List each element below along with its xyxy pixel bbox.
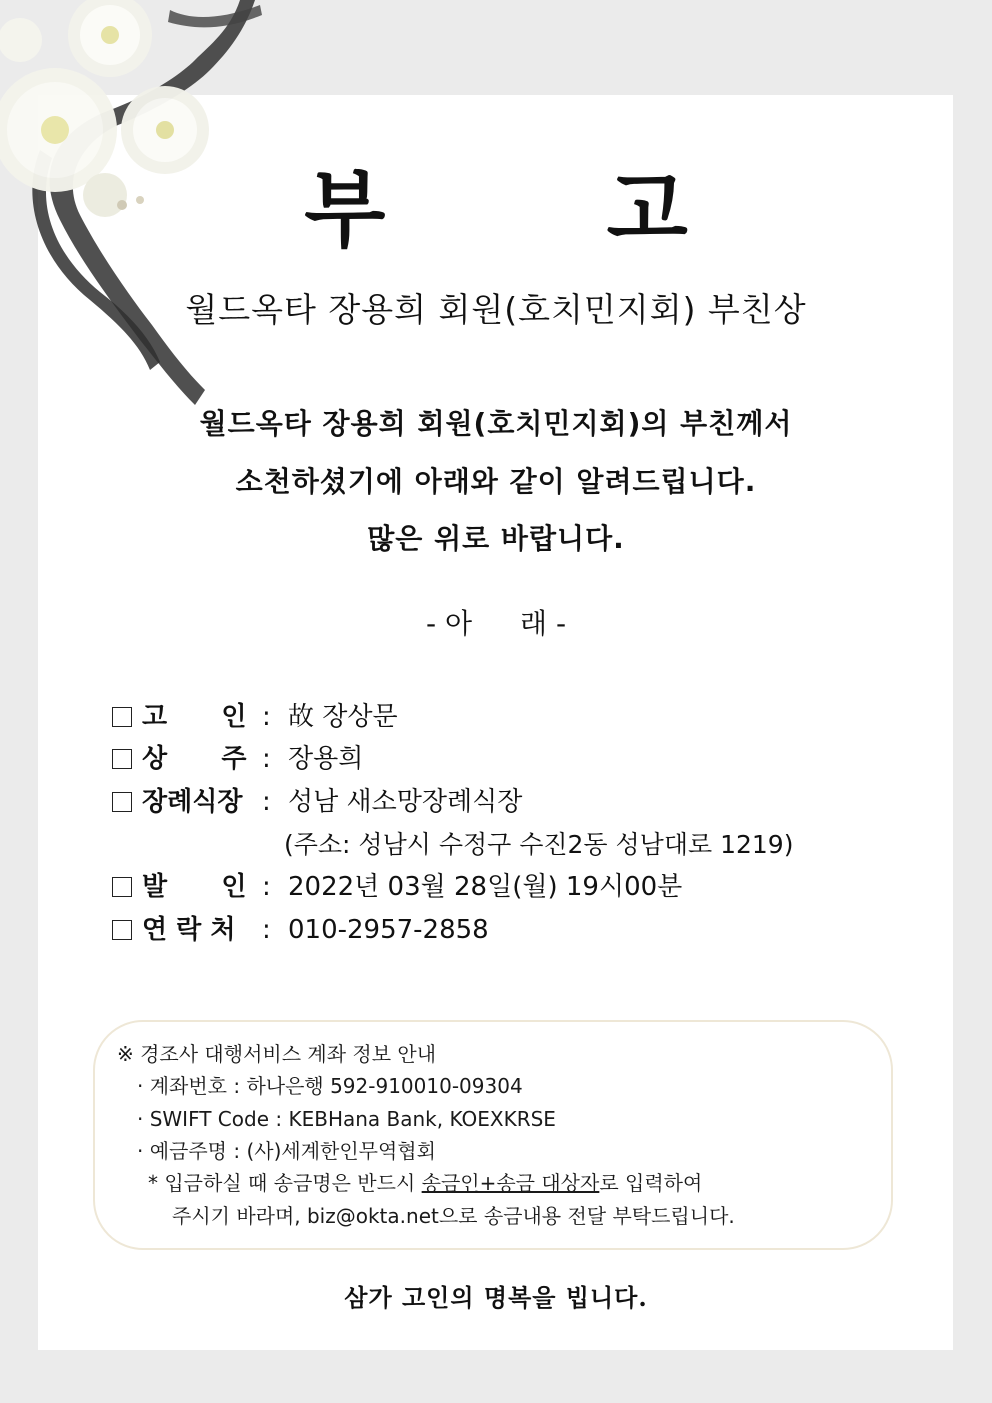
section-separator: - 아 래 - — [425, 607, 567, 640]
swift-code: · SWIFT Code : KEBHana Bank, KOEXKRSE — [137, 1107, 556, 1131]
transfer-note-line2: 주시기 바라며, biz@okta.net으로 송금내용 전달 부탁드립니다. — [172, 1204, 735, 1228]
checkbox-icon — [112, 707, 132, 727]
transfer-note: * 입금하실 때 송금명은 반드시 송금인+송금 대상자로 입력하여 — [148, 1171, 703, 1195]
message-line: 많은 위로 바랍니다. — [367, 522, 625, 555]
checkbox-icon — [112, 749, 132, 769]
closing-message: 삼가 고인의 명복을 빕니다. — [344, 1283, 648, 1312]
subtitle: 월드옥타 장용희 회원(호치민지회) 부친상 — [185, 290, 807, 329]
funeral-hall-address: (주소: 성남시 수정구 수진2동 성남대로 1219) — [284, 830, 794, 859]
checkbox-icon — [112, 920, 132, 940]
account-info-heading: ※ 경조사 대행서비스 계좌 정보 안내 — [117, 1042, 437, 1066]
page-title: 부 고 — [304, 160, 784, 259]
message-line: 월드옥타 장용희 회원(호치민지회)의 부친께서 — [199, 407, 793, 440]
account-holder: · 예금주명 : (사)세계한인무역협회 — [137, 1139, 436, 1163]
account-number: · 계좌번호 : 하나은행 592-910010-09304 — [137, 1074, 523, 1098]
checkbox-icon — [112, 792, 132, 812]
checkbox-icon — [112, 877, 132, 897]
message-line: 소천하셨기에 아래와 같이 알려드립니다. — [235, 465, 757, 498]
